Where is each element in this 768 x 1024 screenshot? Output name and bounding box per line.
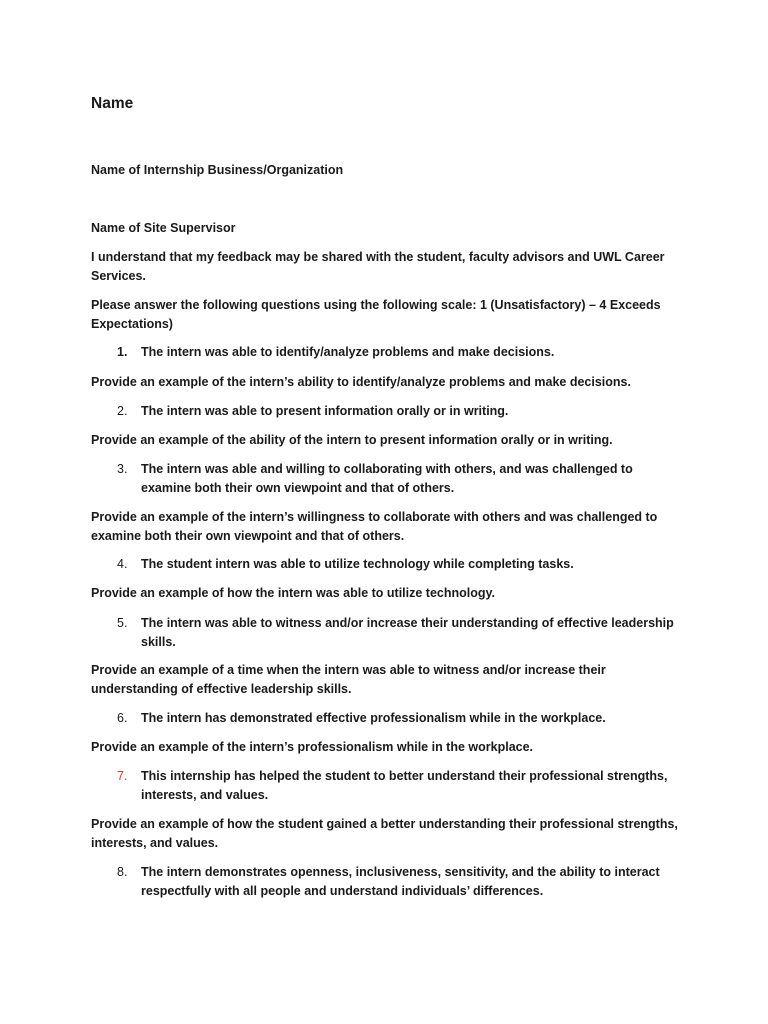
question-text: The intern has demonstrated effective professionalism while in the workplace. — [141, 711, 606, 725]
organization-label: Name of Internship Business/Organization — [91, 163, 344, 177]
question-text: The intern was able to witness and/or increase their understanding of effective leadership skills. — [141, 616, 674, 649]
question-text: The intern was able to identify/analyze problems and make decisions. — [141, 345, 555, 359]
question-number: 8. — [117, 865, 128, 879]
scale-instructions: Please answer the following questions using the following scale: 1 (Unsatisfactory) – 4 Exceeds Expectations) — [91, 298, 661, 331]
question-number: 3. — [117, 462, 128, 476]
question-3 — [117, 460, 677, 498]
question-1 — [117, 343, 677, 362]
site-supervisor-label: Name of Site Supervisor — [91, 221, 236, 235]
question-2 — [117, 402, 677, 421]
question-number: 7. — [117, 769, 128, 783]
question-text: The intern demonstrates openness, inclusiveness, sensitivity, and the ability to interact respectfully with all people and understand individuals’ differences. — [141, 865, 660, 898]
example-prompt-2: Provide an example of the ability of the intern to present information orally or in writing. — [91, 433, 613, 447]
example-prompt-1: Provide an example of the intern’s ability to identify/analyze problems and make decisions. — [91, 375, 631, 389]
example-prompt-4: Provide an example of how the intern was able to utilize technology. — [91, 586, 496, 600]
name-label: Name — [91, 95, 134, 112]
question-number: 5. — [117, 616, 128, 630]
question-7 — [117, 767, 677, 805]
example-prompt-6: Provide an example of the intern’s professionalism while in the workplace. — [91, 740, 534, 754]
example-prompt-3: Provide an example of the intern’s willingness to collaborate with others and was challenged to examine both their own viewpoint and that of others. — [91, 510, 658, 543]
question-number: 1. — [117, 345, 128, 359]
question-text: The intern was able to present information orally or in writing. — [141, 404, 509, 418]
example-prompt-7: Provide an example of how the student gained a better understanding their professional strengths, interests, and values. — [91, 817, 678, 850]
consent-statement: I understand that my feedback may be shared with the student, faculty advisors and UWL Career Services. — [91, 250, 665, 283]
question-number: 2. — [117, 404, 128, 418]
question-number: 4. — [117, 557, 128, 571]
question-5 — [117, 614, 677, 652]
question-text: The intern was able and willing to collaborating with others, and was challenged to examine both their own viewpoint and that of others. — [141, 462, 633, 495]
question-text: This internship has helped the student to better understand their professional strengths, interests, and values. — [141, 769, 668, 802]
example-prompt-5: Provide an example of a time when the intern was able to witness and/or increase their understanding of effective leadership skills. — [91, 663, 606, 696]
question-8 — [117, 863, 677, 901]
question-text: The student intern was able to utilize technology while completing tasks. — [141, 557, 574, 571]
question-number: 6. — [117, 711, 128, 725]
question-4 — [117, 555, 677, 574]
question-6 — [117, 709, 677, 728]
